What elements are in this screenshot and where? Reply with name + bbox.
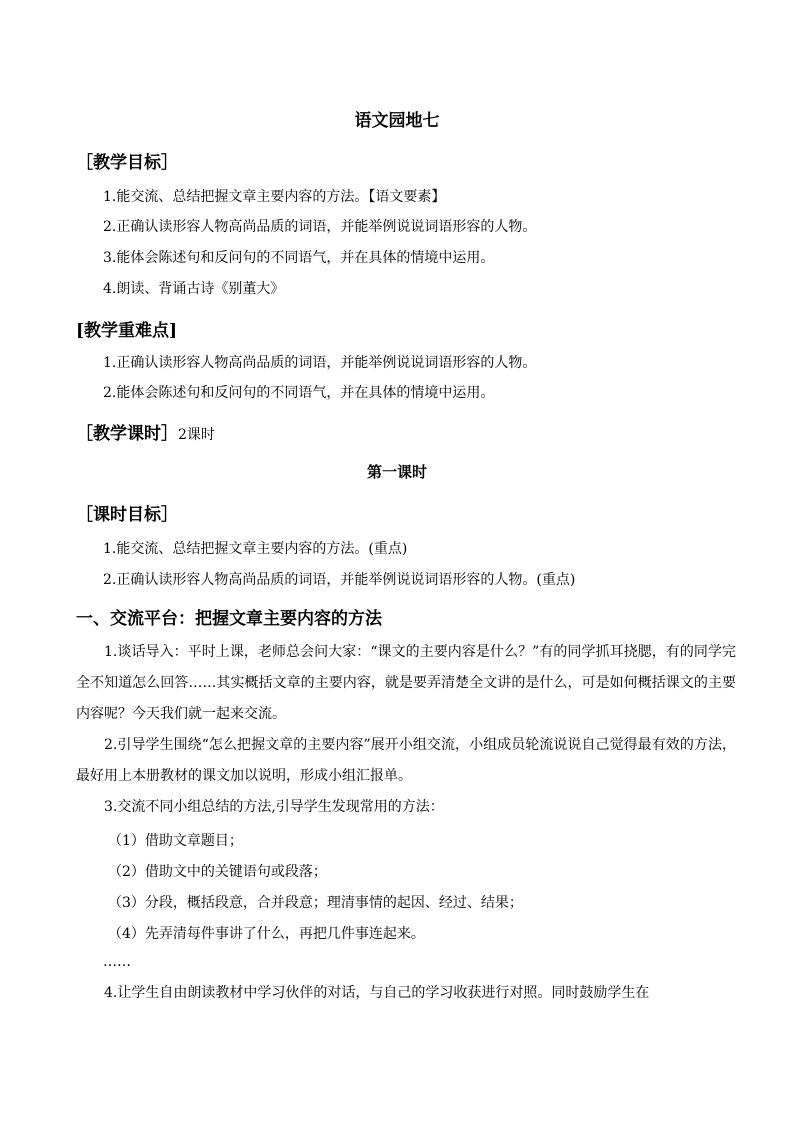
class-hours-line bbox=[76, 419, 215, 444]
key-points-heading: [教学重难点] bbox=[76, 321, 178, 341]
method-item-3: （3）分段，概括段意，合并段意；理清事情的起因、经过、结果； bbox=[108, 895, 523, 911]
method-item-2: （2）借助文中的关键语句或段落； bbox=[108, 864, 327, 880]
teaching-goals-heading: ［教学目标］ bbox=[76, 153, 178, 173]
method-item-1: （1）借助文章题目； bbox=[108, 833, 243, 849]
paragraph-methods-intro: 3.交流不同小组总结的方法,引导学生发现常用的方法： bbox=[104, 799, 444, 815]
teaching-goal-2: 2.正确认读形容人物高尚品质的词语，并能举例说说词语形容的人物。 bbox=[103, 219, 537, 235]
class-hours-heading: ［教学课时］ bbox=[76, 424, 178, 444]
page-title: 语文园地七 bbox=[354, 111, 440, 131]
paragraph-self-reading: 4.让学生自由朗读教材中学习伙伴的对话，与自己的学习收获进行对照。同时鼓励学生在 bbox=[104, 985, 650, 1001]
teaching-goal-3: 3.能体会陈述句和反问句的不同语气，并在具体的情境中运用。 bbox=[103, 250, 495, 266]
ellipsis-line: …… bbox=[103, 954, 131, 970]
lesson-goals-heading: ［课时目标］ bbox=[76, 505, 178, 525]
key-point-1: 1.正确认读形容人物高尚品质的词语，并能举例说说词语形容的人物。 bbox=[103, 355, 537, 371]
lesson-goal-1: 1.能交流、总结把握文章主要内容的方法。(重点) bbox=[103, 541, 408, 557]
teaching-goal-4: 4.朗读、背诵古诗《别董大》 bbox=[103, 281, 285, 297]
lesson-goal-2: 2.正确认读形容人物高尚品质的词语，并能举例说说词语形容的人物。(重点) bbox=[103, 572, 576, 588]
section-heading-exchange-platform: 一、交流平台：把握文章主要内容的方法 bbox=[76, 609, 382, 629]
paragraph-intro: 1.谈话导入：平时上课，老师总会问大家：“课文的主要内容是什么？”有的同学抓耳挠腮，有的同学完全不知道怎么回答……其实概括文章的主要内容，就是要弄清楚全文讲的是什么，可是如何概括课文的主要内容呢？今天我们就一起来交流。 bbox=[76, 644, 736, 722]
paragraph-group-discussion: 2.引导学生围绕“怎么把握文章的主要内容”展开小组交流，小组成员轮流说说自己觉得最有效的方法，最好用上本册教材的课文加以说明，形成小组汇报单。 bbox=[76, 737, 736, 784]
key-point-2: 2.能体会陈述句和反问句的不同语气，并在具体的情境中运用。 bbox=[103, 385, 495, 401]
class-hours-value: 2课时 bbox=[178, 427, 215, 443]
teaching-goal-1: 1.能交流、总结把握文章主要内容的方法。【语文要素】 bbox=[103, 189, 446, 205]
method-item-4: （4）先弄清每件事讲了什么，再把几件事连起来。 bbox=[108, 926, 425, 942]
lesson-one-heading: 第一课时 bbox=[366, 463, 427, 481]
